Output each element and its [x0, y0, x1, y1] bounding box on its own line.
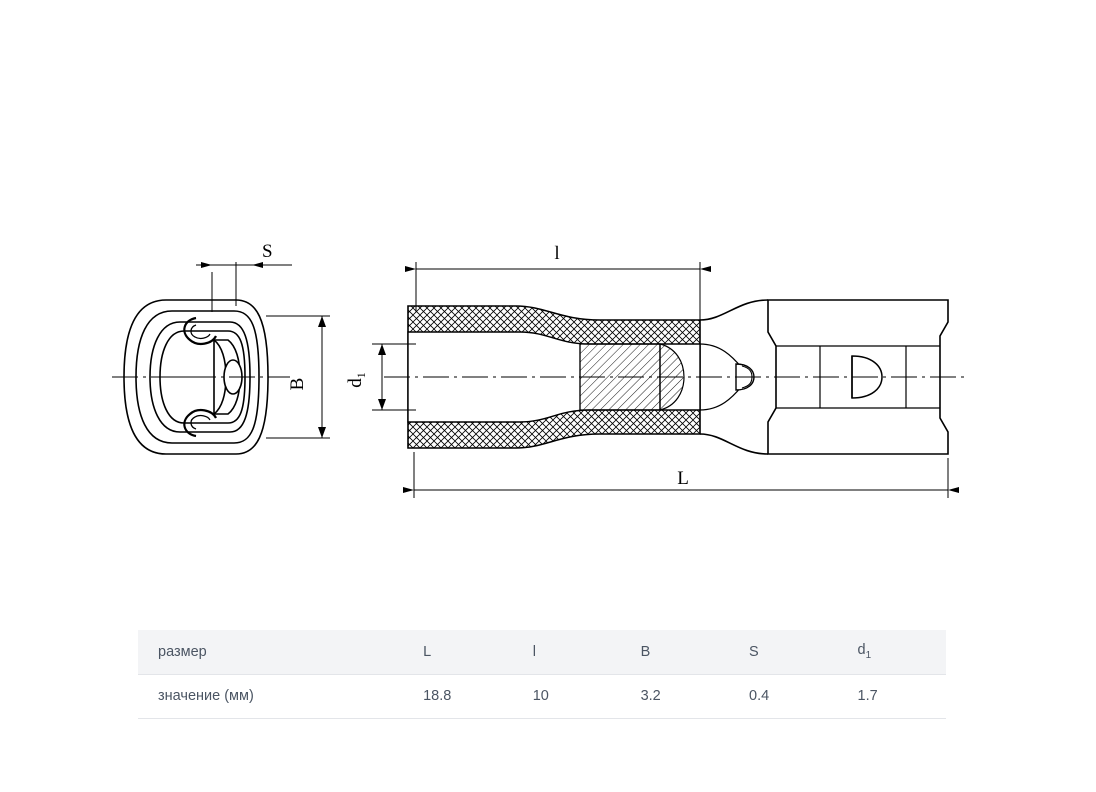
label-d1: $d_1$: [345, 372, 368, 388]
label-s: S: [262, 241, 273, 262]
header-l: l: [513, 630, 621, 674]
side-view: [384, 300, 968, 454]
label-l-small: l: [554, 243, 560, 264]
cell-d1: 1.7: [838, 674, 947, 718]
header-d1: [838, 630, 947, 674]
table-row: [138, 674, 946, 718]
label-b: B: [287, 377, 308, 391]
cell-row-name: значение (мм): [138, 674, 403, 718]
cell-l: 10: [513, 674, 621, 718]
table-header: [138, 630, 946, 674]
cell-B: 3.2: [621, 674, 729, 718]
header-L: L: [403, 630, 513, 674]
table-body: [138, 674, 946, 718]
cell-L: 18.8: [403, 674, 513, 718]
cell-S: 0.4: [729, 674, 837, 718]
header-S: S: [729, 630, 837, 674]
header-B: B: [621, 630, 729, 674]
header-d1-sub: 1: [865, 650, 872, 662]
header-d1-main: d: [857, 642, 866, 659]
label-l-big: L: [677, 468, 689, 489]
dim-s: [196, 262, 292, 312]
dimensions-table: [138, 630, 946, 719]
header-size: размер: [138, 630, 403, 674]
table-header-row: [138, 630, 946, 674]
